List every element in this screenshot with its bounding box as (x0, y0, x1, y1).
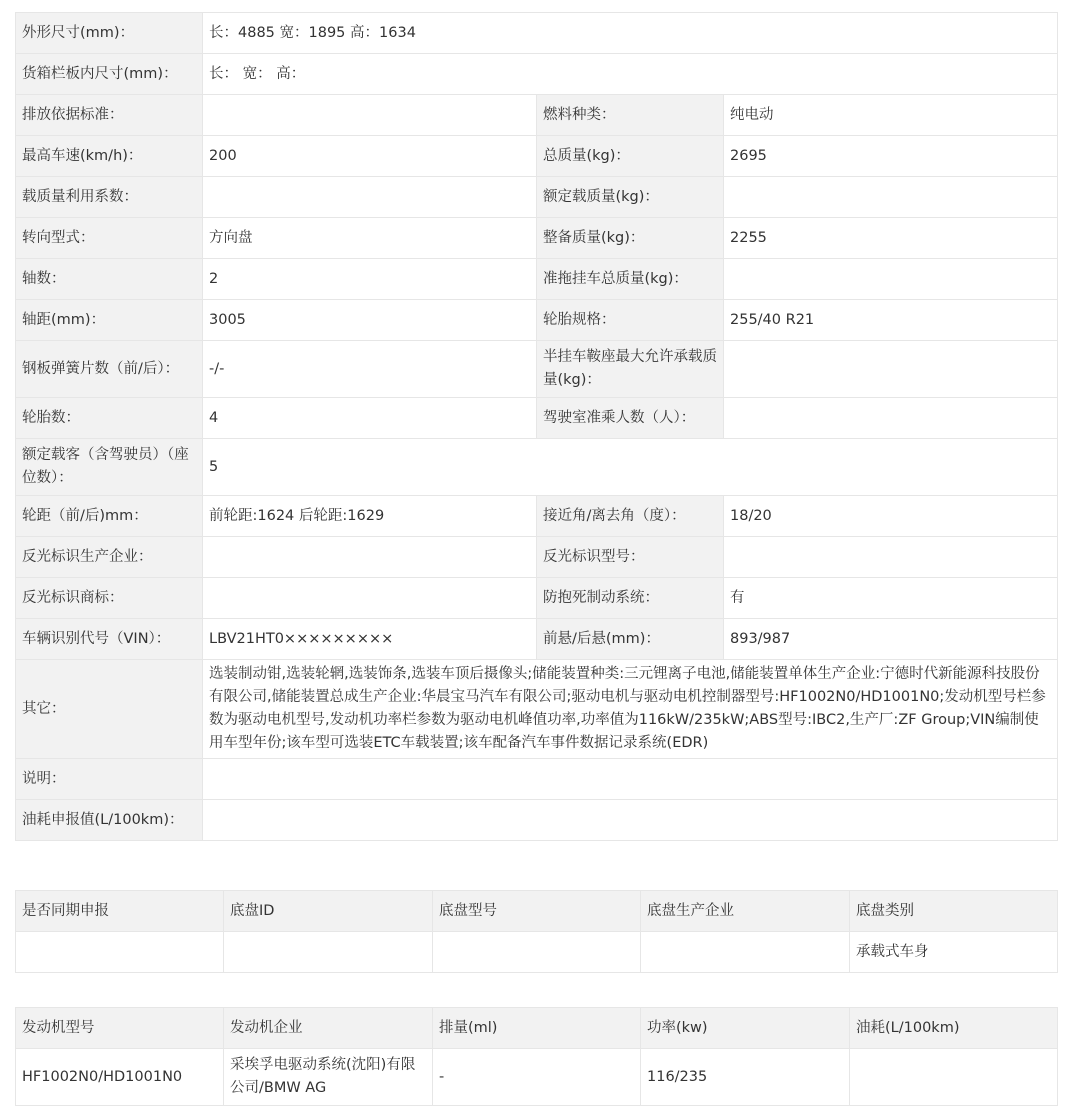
field-value (203, 759, 1058, 800)
field-label: 轮距（前/后)mm： (16, 496, 203, 537)
table-row (16, 341, 1058, 398)
table-row (16, 300, 1058, 341)
table-row (16, 759, 1058, 800)
table-row (16, 537, 1058, 578)
table-row (16, 259, 1058, 300)
field-value (724, 398, 1058, 439)
field-label: 接近角/离去角（度）： (537, 496, 724, 537)
column-header: 底盘生产企业 (641, 891, 850, 932)
field-value (724, 259, 1058, 300)
field-label: 其它： (16, 660, 203, 759)
field-label: 排放依据标准： (16, 95, 203, 136)
field-label: 轮胎数： (16, 398, 203, 439)
field-value (203, 578, 537, 619)
field-label: 说明： (16, 759, 203, 800)
field-label: 驾驶室准乘人数（人）： (537, 398, 724, 439)
table-row (16, 136, 1058, 177)
table-row (16, 932, 1058, 973)
field-label: 整备质量(kg)： (537, 218, 724, 259)
table-header-row (16, 1008, 1058, 1049)
column-header: 功率(kw) (641, 1008, 850, 1049)
field-label: 最高车速(km/h)： (16, 136, 203, 177)
field-value: -/- (203, 341, 537, 398)
table-row (16, 578, 1058, 619)
table-cell (16, 932, 224, 973)
table-row (16, 13, 1058, 54)
spec-table (15, 12, 1058, 841)
field-value (203, 537, 537, 578)
field-label: 防抱死制动系统： (537, 578, 724, 619)
field-label: 反光标识商标： (16, 578, 203, 619)
field-label: 外形尺寸(mm)： (16, 13, 203, 54)
table-row (16, 54, 1058, 95)
field-value (724, 341, 1058, 398)
field-label: 转向型式： (16, 218, 203, 259)
field-value: 200 (203, 136, 537, 177)
chassis-table (15, 890, 1058, 973)
field-value: 前轮距:1624 后轮距:1629 (203, 496, 537, 537)
field-label: 额定载质量(kg)： (537, 177, 724, 218)
field-label: 车辆识别代号（VIN）： (16, 619, 203, 660)
engine-table (15, 1007, 1058, 1106)
field-value: 长： 宽： 高： (203, 54, 1058, 95)
table-cell (641, 932, 850, 973)
field-value: 5 (203, 439, 1058, 496)
field-value: 有 (724, 578, 1058, 619)
field-label: 反光标识生产企业： (16, 537, 203, 578)
field-label: 轮胎规格： (537, 300, 724, 341)
table-row (16, 619, 1058, 660)
column-header: 排量(ml) (433, 1008, 641, 1049)
column-header: 是否同期申报 (16, 891, 224, 932)
table-row (16, 800, 1058, 841)
field-value: 2 (203, 259, 537, 300)
table-header-row (16, 891, 1058, 932)
table-cell: 采埃孚电驱动系统(沈阳)有限公司/BMW AG (224, 1049, 433, 1106)
table-row (16, 496, 1058, 537)
table-row (16, 1049, 1058, 1106)
field-value: 纯电动 (724, 95, 1058, 136)
table-row (16, 218, 1058, 259)
column-header: 油耗(L/100km) (850, 1008, 1058, 1049)
column-header: 底盘型号 (433, 891, 641, 932)
table-row (16, 398, 1058, 439)
table-row (16, 439, 1058, 496)
field-value (724, 177, 1058, 218)
field-value: 长：4885 宽：1895 高：1634 (203, 13, 1058, 54)
table-row (16, 177, 1058, 218)
field-label: 钢板弹簧片数（前/后）： (16, 341, 203, 398)
field-value: 2695 (724, 136, 1058, 177)
table-cell (433, 932, 641, 973)
field-value: 3005 (203, 300, 537, 341)
field-value: 方向盘 (203, 218, 537, 259)
column-header: 底盘ID (224, 891, 433, 932)
field-value: LBV21HT0××××××××× (203, 619, 537, 660)
field-value: 893/987 (724, 619, 1058, 660)
field-value: 255/40 R21 (724, 300, 1058, 341)
column-header: 底盘类别 (850, 891, 1058, 932)
field-label: 燃料种类： (537, 95, 724, 136)
field-value (203, 800, 1058, 841)
field-value: 18/20 (724, 496, 1058, 537)
field-label: 准拖挂车总质量(kg)： (537, 259, 724, 300)
column-header: 发动机企业 (224, 1008, 433, 1049)
table-row (16, 660, 1058, 759)
field-value (724, 537, 1058, 578)
field-value: 2255 (724, 218, 1058, 259)
field-label: 油耗申报值(L/100km)： (16, 800, 203, 841)
field-label: 轴距(mm)： (16, 300, 203, 341)
table-cell (224, 932, 433, 973)
field-label: 货箱栏板内尺寸(mm)： (16, 54, 203, 95)
table-cell: 承载式车身 (850, 932, 1058, 973)
field-value: 4 (203, 398, 537, 439)
field-label: 半挂车鞍座最大允许承载质量(kg)： (537, 341, 724, 398)
field-value (203, 177, 537, 218)
field-label: 额定载客（含驾驶员）（座位数）： (16, 439, 203, 496)
field-value (203, 95, 537, 136)
table-row (16, 95, 1058, 136)
column-header: 发动机型号 (16, 1008, 224, 1049)
table-cell: - (433, 1049, 641, 1106)
field-label: 前悬/后悬(mm)： (537, 619, 724, 660)
table-cell (850, 1049, 1058, 1106)
field-label: 反光标识型号： (537, 537, 724, 578)
field-label: 载质量利用系数： (16, 177, 203, 218)
table-cell: HF1002N0/HD1001N0 (16, 1049, 224, 1106)
field-label: 总质量(kg)： (537, 136, 724, 177)
field-label: 轴数： (16, 259, 203, 300)
table-cell: 116/235 (641, 1049, 850, 1106)
field-value-other: 选装制动钳,选装轮辋,选装饰条,选装车顶后摄像头;储能装置种类:三元锂离子电池,储能装置单体生产企业:宁德时代新能源科技股份有限公司,储能装置总成生产企业:华晨宝马汽车有限公司;驱动电机与驱动电机控制器型号:HF1002N0/HD1001N0;发动机型号栏参数为驱动电机型号,发动机功率栏参数为驱动电机峰值功率,功率值为116kW/235kW;ABS型号:IBC2,生产厂:ZF Group;VIN编制使用车型年份;该车型可选装ETC车载装置;该车配备汽车事件数据记录系统(EDR) (203, 660, 1058, 759)
